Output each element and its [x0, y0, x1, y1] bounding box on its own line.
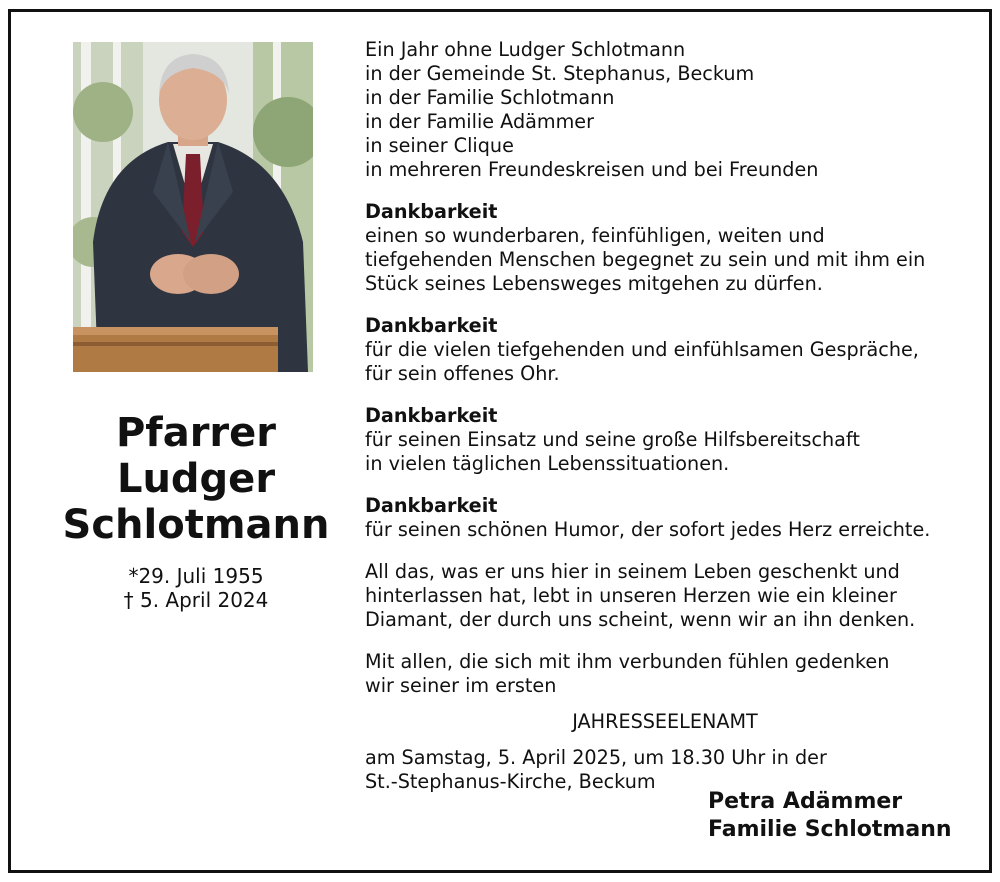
- text-line: Mit allen, die sich mit ihm verbunden fühlen gedenken: [365, 650, 890, 673]
- birth-date: *29. Juli 1955: [128, 564, 264, 588]
- text-line: für sein offenes Ohr.: [365, 362, 560, 385]
- text-line: in der Familie Schlotmann: [365, 86, 615, 109]
- text-line: Stück seines Lebensweges mitgehen zu dürfen.: [365, 272, 823, 295]
- gratitude-heading: Dankbarkeit: [365, 314, 498, 337]
- text-line: in der Gemeinde St. Stephanus, Beckum: [365, 62, 755, 85]
- legacy-paragraph: [365, 560, 965, 632]
- text-line: All das, was er uns hier in seinem Leben geschenkt und: [365, 560, 900, 583]
- gratitude-heading: Dankbarkeit: [365, 200, 498, 223]
- left-column: [11, 12, 381, 870]
- life-dates: [11, 564, 381, 612]
- name-line: Ludger: [116, 456, 276, 502]
- text-line: Ein Jahr ohne Ludger Schlotmann: [365, 38, 686, 61]
- text-line: in seiner Clique: [365, 134, 514, 157]
- remembrance-paragraph: [365, 650, 965, 698]
- portrait-photo: [73, 42, 313, 372]
- name-line: Schlotmann: [62, 502, 330, 548]
- name-line: Pfarrer: [115, 410, 277, 456]
- gratitude-block: [365, 200, 965, 296]
- event-title: JAHRESSEELENAMT: [572, 710, 758, 733]
- text-line: für die vielen tiefgehenden und einfühlsamen Gespräche,: [365, 338, 919, 361]
- text-line: in vielen täglichen Lebenssituationen.: [365, 452, 730, 475]
- intro-paragraph: [365, 38, 965, 182]
- death-date: † 5. April 2024: [123, 588, 269, 612]
- text-line: in mehreren Freundeskreisen und bei Freunden: [365, 158, 819, 181]
- text-line: tiefgehenden Menschen begegnet zu sein und mit ihm ein: [365, 248, 926, 271]
- gratitude-block: [365, 404, 965, 476]
- text-line: in der Familie Adämmer: [365, 110, 594, 133]
- signature-line: Familie Schlotmann: [708, 817, 952, 842]
- obituary-frame: [8, 9, 992, 873]
- gratitude-heading: Dankbarkeit: [365, 494, 498, 517]
- signatures: [708, 788, 952, 844]
- text-line: Diamant, der durch uns scheint, wenn wir an ihn denken.: [365, 608, 916, 631]
- text-line: St.-Stephanus-Kirche, Beckum: [365, 770, 656, 793]
- gratitude-heading: Dankbarkeit: [365, 404, 498, 427]
- deceased-name: [11, 410, 381, 548]
- text-line: wir seiner im ersten: [365, 674, 557, 697]
- signature-line: Petra Adämmer: [708, 789, 903, 814]
- text-line: für seinen schönen Humor, der sofort jedes Herz erreichte.: [365, 518, 931, 541]
- gratitude-block: [365, 314, 965, 386]
- gratitude-block: [365, 494, 965, 542]
- text-line: einen so wunderbaren, feinfühligen, weiten und: [365, 224, 825, 247]
- text-line: hinterlassen hat, lebt in unseren Herzen wie ein kleiner: [365, 584, 897, 607]
- text-line: für seinen Einsatz und seine große Hilfsbereitschaft: [365, 428, 860, 451]
- event-details: [365, 746, 965, 794]
- memorial-text: [365, 38, 965, 794]
- text-line: am Samstag, 5. April 2025, um 18.30 Uhr in der: [365, 746, 827, 769]
